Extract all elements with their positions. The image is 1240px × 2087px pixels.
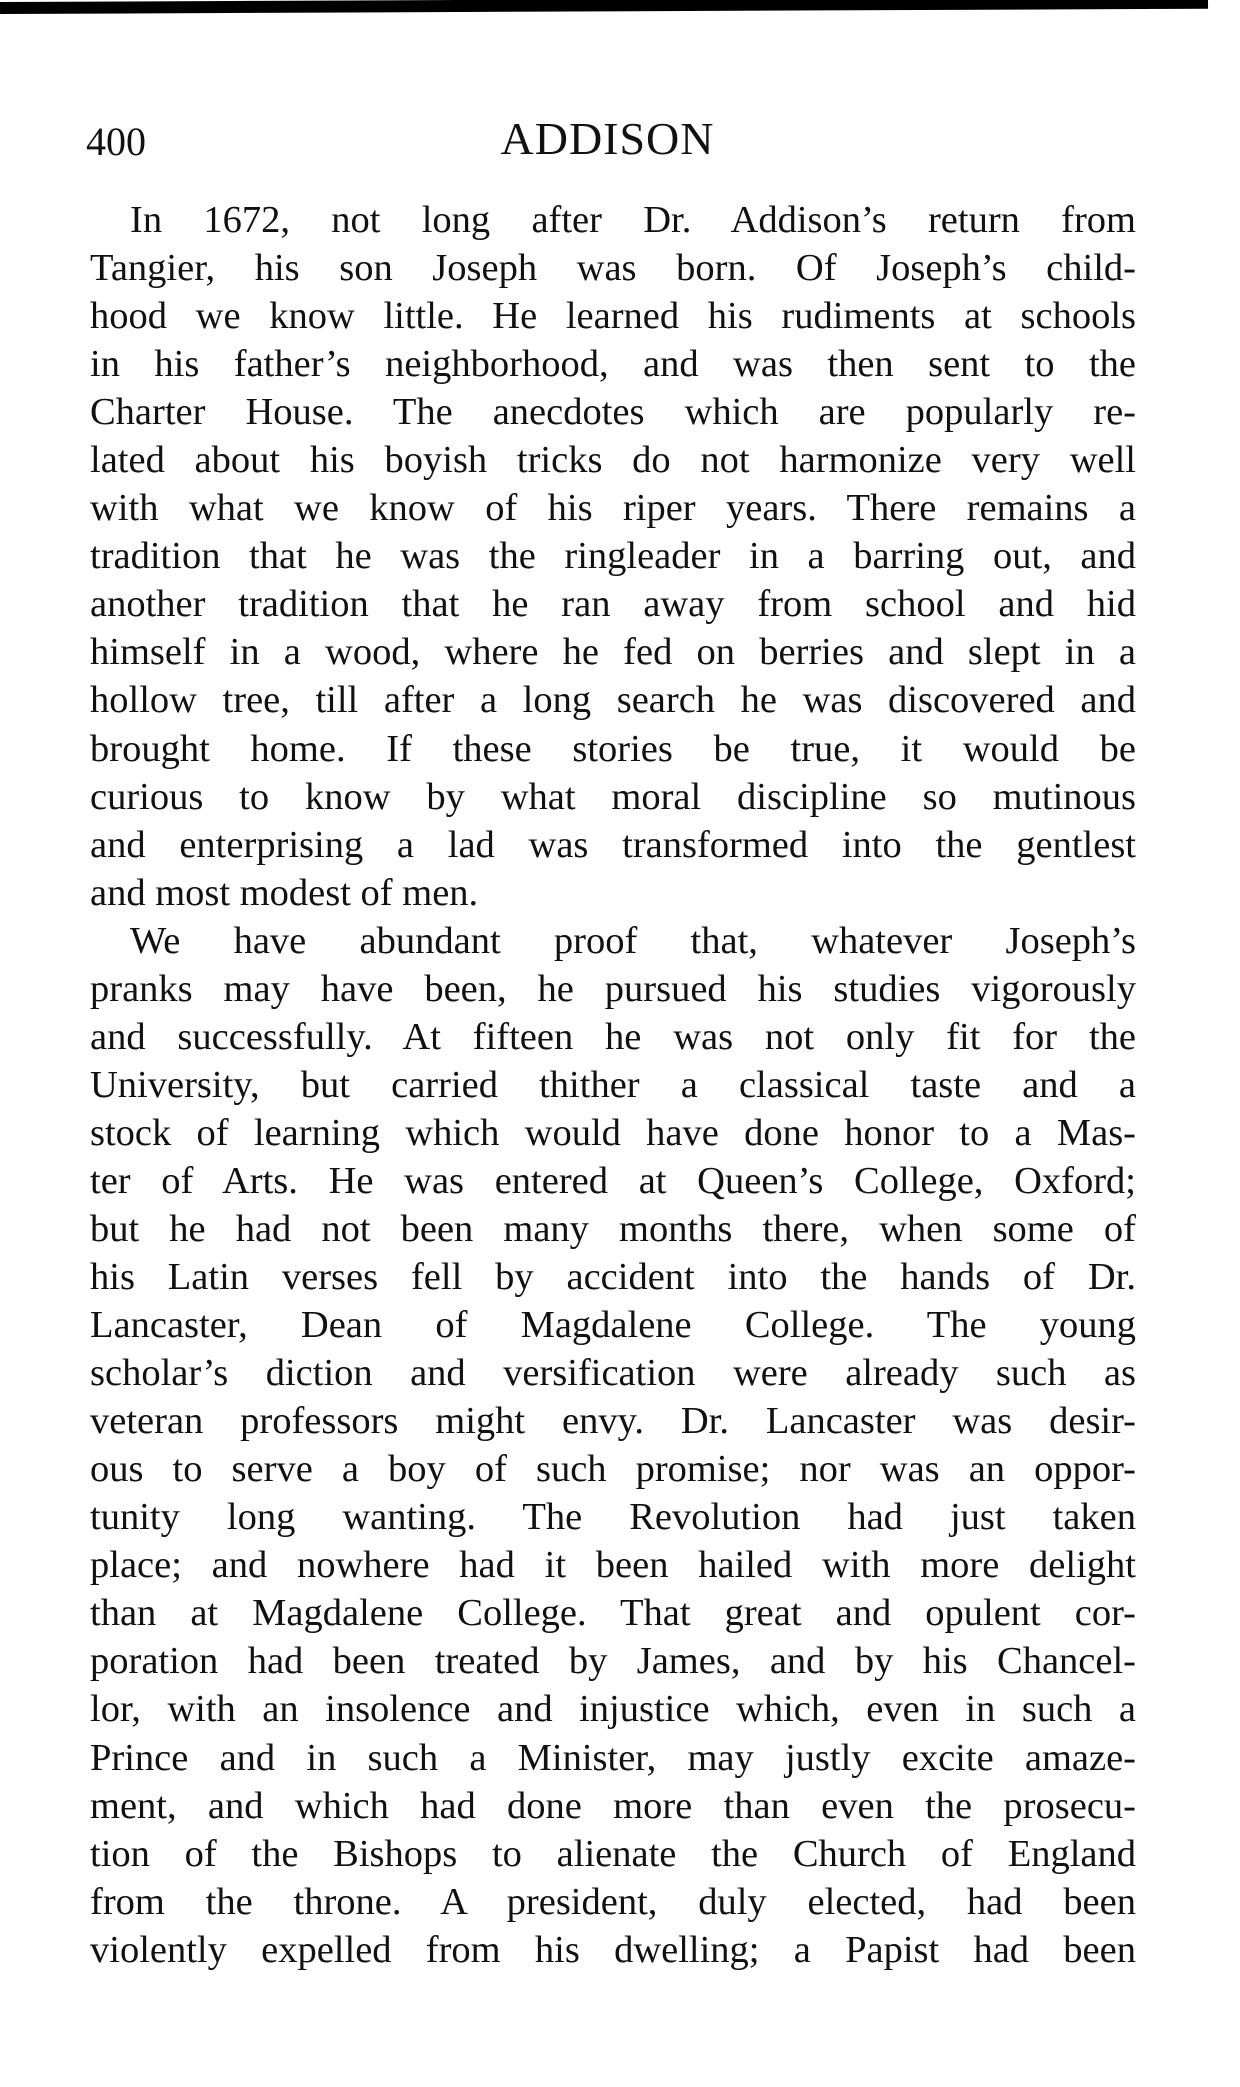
paragraph — [90, 917, 1136, 1974]
text-line: place; and nowhere had it been hailed with more delight — [90, 1544, 1136, 1587]
text-line: hood we know little. He learned his rudiments at schools — [90, 295, 1136, 338]
text-line: In 1672, not long after Dr. Addison’s return from — [130, 199, 1136, 241]
text-line: scholar’s diction and versification were already such as — [90, 1352, 1136, 1395]
text-line: Tangier, his son Joseph was born. Of Joseph’s child- — [90, 247, 1136, 290]
text-line: veteran professors might envy. Dr. Lancaster was desir- — [90, 1400, 1136, 1443]
text-line: in his father’s neighborhood, and was then sent to the — [90, 343, 1136, 386]
top-rule — [0, 0, 1208, 14]
text-line: Lancaster, Dean of Magdalene College. The young — [90, 1304, 1136, 1347]
text-line: from the throne. A president, duly elected, had been — [90, 1880, 1136, 1923]
text-line: brought home. If these stories be true, it would be — [90, 727, 1136, 770]
text-line: violently expelled from his dwelling; a Papist had been — [90, 1928, 1136, 1971]
text-line: with what we know of his riper years. There remains a — [90, 487, 1136, 530]
page-number: 400 — [86, 119, 146, 164]
text-line: himself in a wood, where he fed on berries and slept in a — [90, 631, 1136, 674]
text-line: Charter House. The anecdotes which are popularly re- — [90, 391, 1136, 434]
text-line: poration had been treated by James, and by his Chancel- — [90, 1640, 1136, 1683]
text-line: and successfully. At fifteen he was not only fit for the — [90, 1015, 1136, 1058]
text-line: We have abundant proof that, whatever Joseph’s — [130, 919, 1136, 962]
text-line: Prince and in such a Minister, may justly excite amaze- — [90, 1736, 1136, 1779]
text-line: and most modest of men. — [90, 871, 479, 914]
text-line: ment, and which had done more than even the prosecu- — [90, 1784, 1136, 1827]
text-line: tradition that he was the ringleader in a barring out, and — [90, 535, 1136, 578]
text-line: and enterprising a lad was transformed into the gentlest — [90, 823, 1136, 866]
text-line: hollow tree, till after a long search he was discovered and — [90, 679, 1136, 722]
text-line: tion of the Bishops to alienate the Church of England — [90, 1832, 1136, 1875]
text-line: than at Magdalene College. That great and opulent cor- — [90, 1592, 1136, 1635]
body-text — [90, 196, 1136, 1974]
text-line: stock of learning which would have done honor to a Mas- — [90, 1111, 1136, 1154]
text-line: his Latin verses fell by accident into the hands of Dr. — [90, 1256, 1136, 1299]
text-line: but he had not been many months there, when some of — [90, 1207, 1136, 1250]
running-title: ADDISON — [500, 113, 715, 164]
text-line: University, but carried thither a classical taste and a — [90, 1063, 1136, 1106]
text-line: another tradition that he ran away from school and hid — [90, 583, 1136, 626]
text-line: lor, with an insolence and injustice which, even in such a — [90, 1688, 1136, 1731]
text-line: ter of Arts. He was entered at Queen’s College, Oxford; — [90, 1159, 1136, 1202]
text-line: pranks may have been, he pursued his studies vigorously — [90, 967, 1136, 1010]
text-line: ous to serve a boy of such promise; nor was an oppor- — [90, 1448, 1136, 1491]
text-line: curious to know by what moral discipline so mutinous — [90, 775, 1136, 818]
text-line: tunity long wanting. The Revolution had just taken — [90, 1496, 1136, 1539]
text-line: lated about his boyish tricks do not harmonize very well — [90, 439, 1136, 482]
paragraph — [90, 196, 1136, 917]
